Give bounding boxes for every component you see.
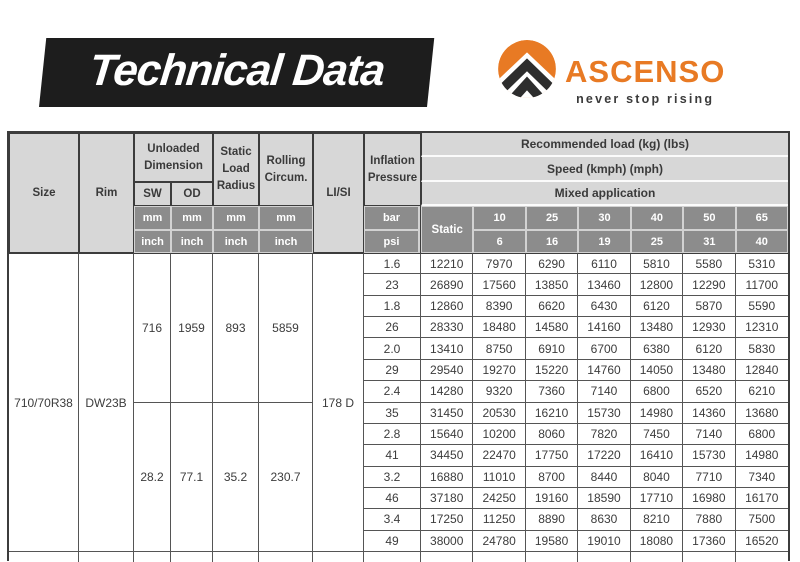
load-cell: 14050 — [631, 360, 683, 381]
load-cell: 16170 — [736, 488, 788, 509]
load-cell: 12210 — [421, 253, 473, 274]
load-cell: 34450 — [421, 445, 473, 466]
load-cell: 6520 — [683, 381, 735, 402]
load-cell: 6800 — [736, 424, 788, 445]
load-cell: 13680 — [736, 403, 788, 424]
load-cell: 12290 — [683, 274, 735, 295]
unit-mm-sw: mm — [134, 206, 171, 230]
load-cell: 8630 — [578, 509, 630, 530]
col-header-inflation-pressure: Inflation Pressure — [364, 133, 421, 206]
load-cell: 37180 — [421, 488, 473, 509]
col-header-sw: SW — [134, 182, 171, 206]
load-cell: 14580 — [526, 317, 578, 338]
pressure-cell-psi: 23 — [364, 274, 421, 295]
speed-kmph-25: 25 — [526, 206, 578, 230]
load-cell: 8700 — [526, 467, 578, 488]
pressure-cell-bar: 2.8 — [364, 424, 421, 445]
unit-inch-rc: inch — [259, 230, 313, 253]
load-cell: 14160 — [578, 317, 630, 338]
pressure-cell-psi: 46 — [364, 488, 421, 509]
spec-slr-mm-value: 893 — [213, 253, 259, 403]
spec-sw-inch-value: 28.2 — [134, 403, 171, 553]
cut-row-cell — [526, 552, 578, 562]
speed-header-static: Static — [421, 206, 473, 253]
cut-row-cell — [736, 552, 788, 562]
speed-mph-31: 31 — [683, 230, 735, 253]
load-cell: 6210 — [736, 381, 788, 402]
speed-kmph-30: 30 — [578, 206, 630, 230]
unit-mm-od: mm — [171, 206, 213, 230]
spec-rc-inch-value: 230.7 — [259, 403, 313, 553]
load-cell: 6910 — [526, 338, 578, 359]
load-cell: 12800 — [631, 274, 683, 295]
load-cell: 19160 — [526, 488, 578, 509]
load-cell: 10200 — [473, 424, 525, 445]
speed-kmph-10: 10 — [473, 206, 525, 230]
load-cell: 6120 — [631, 296, 683, 317]
load-cell: 17220 — [578, 445, 630, 466]
load-cell: 19270 — [473, 360, 525, 381]
spec-rim-value: DW23B — [79, 253, 134, 552]
load-cell: 12310 — [736, 317, 788, 338]
unit-psi: psi — [364, 230, 421, 253]
load-cell: 15730 — [578, 403, 630, 424]
speed-mph-6: 6 — [473, 230, 525, 253]
speed-kmph-65: 65 — [736, 206, 788, 230]
col-header-size: Size — [9, 133, 79, 253]
load-cell: 5580 — [683, 253, 735, 274]
speed-kmph-40: 40 — [631, 206, 683, 230]
load-cell: 8890 — [526, 509, 578, 530]
unit-inch-sw: inch — [134, 230, 171, 253]
load-cell: 5310 — [736, 253, 788, 274]
load-cell: 6290 — [526, 253, 578, 274]
load-cell: 7710 — [683, 467, 735, 488]
brand-tagline: never stop rising — [576, 92, 715, 106]
speed-kmph-50: 50 — [683, 206, 735, 230]
spec-od-inch-value: 77.1 — [171, 403, 213, 553]
speed-mph-19: 19 — [578, 230, 630, 253]
load-cell: 18080 — [631, 531, 683, 552]
load-cell: 15730 — [683, 445, 735, 466]
pressure-cell-psi: 35 — [364, 403, 421, 424]
load-cell: 24250 — [473, 488, 525, 509]
load-cell: 14760 — [578, 360, 630, 381]
load-cell: 13410 — [421, 338, 473, 359]
speed-mph-16: 16 — [526, 230, 578, 253]
load-cell: 17360 — [683, 531, 735, 552]
brand-logo — [496, 39, 725, 106]
pressure-cell-bar: 1.8 — [364, 296, 421, 317]
load-cell: 19010 — [578, 531, 630, 552]
col-header-unloaded-dimension: Unloaded Dimension — [134, 133, 213, 182]
cut-row-cell — [473, 552, 525, 562]
load-cell: 17560 — [473, 274, 525, 295]
load-cell: 11700 — [736, 274, 788, 295]
spec-sw-mm-value: 716 — [134, 253, 171, 403]
unit-inch-od: inch — [171, 230, 213, 253]
col-header-rolling-circum: Rolling Circum. — [259, 133, 313, 206]
load-cell: 6800 — [631, 381, 683, 402]
technical-data-table — [7, 131, 790, 561]
cut-row-cell — [683, 552, 735, 562]
spec-li-si-value: 178 D — [313, 253, 364, 552]
cut-row-cell — [578, 552, 630, 562]
load-cell: 6620 — [526, 296, 578, 317]
load-cell: 13480 — [683, 360, 735, 381]
load-cell: 14360 — [683, 403, 735, 424]
load-cell: 18590 — [578, 488, 630, 509]
col-header-li-si: LI/SI — [313, 133, 364, 253]
load-cell: 17250 — [421, 509, 473, 530]
load-cell: 28330 — [421, 317, 473, 338]
pressure-cell-psi: 49 — [364, 531, 421, 552]
load-cell: 24780 — [473, 531, 525, 552]
pressure-cell-psi: 41 — [364, 445, 421, 466]
spec-slr-inch-value: 35.2 — [213, 403, 259, 553]
col-header-rim: Rim — [79, 133, 134, 253]
load-cell: 13480 — [631, 317, 683, 338]
load-cell: 7360 — [526, 381, 578, 402]
load-cell: 16520 — [736, 531, 788, 552]
speed-mph-25: 25 — [631, 230, 683, 253]
banner-recommended-load: Recommended load (kg) (lbs) — [421, 133, 788, 157]
cut-row-cell — [171, 552, 213, 562]
load-cell: 26890 — [421, 274, 473, 295]
load-cell: 6110 — [578, 253, 630, 274]
cut-row-cell — [259, 552, 313, 562]
load-cell: 14980 — [631, 403, 683, 424]
col-header-static-load-radius: Static Load Radius — [213, 133, 259, 206]
banner-mixed-application: Mixed application — [421, 182, 788, 206]
unit-inch-slr: inch — [213, 230, 259, 253]
load-cell: 6430 — [578, 296, 630, 317]
load-cell: 17750 — [526, 445, 578, 466]
pressure-cell-bar: 1.6 — [364, 253, 421, 274]
load-cell: 8210 — [631, 509, 683, 530]
load-cell: 8440 — [578, 467, 630, 488]
load-cell: 31450 — [421, 403, 473, 424]
load-cell: 15220 — [526, 360, 578, 381]
load-cell: 8060 — [526, 424, 578, 445]
pressure-cell-psi: 26 — [364, 317, 421, 338]
pressure-cell-bar: 3.2 — [364, 467, 421, 488]
speed-mph-40: 40 — [736, 230, 788, 253]
load-cell: 5810 — [631, 253, 683, 274]
load-cell: 12860 — [421, 296, 473, 317]
load-cell: 7340 — [736, 467, 788, 488]
load-cell: 6120 — [683, 338, 735, 359]
load-cell: 38000 — [421, 531, 473, 552]
load-cell: 29540 — [421, 360, 473, 381]
pressure-cell-bar: 2.0 — [364, 338, 421, 359]
load-cell: 7140 — [683, 424, 735, 445]
load-cell: 7140 — [578, 381, 630, 402]
load-cell: 12930 — [683, 317, 735, 338]
load-cell: 8750 — [473, 338, 525, 359]
load-cell: 12840 — [736, 360, 788, 381]
load-cell: 14980 — [736, 445, 788, 466]
spec-size-value: 710/70R38 — [9, 253, 79, 552]
column-divider — [420, 206, 422, 253]
cut-row-cell — [79, 552, 134, 562]
cut-row-cell — [9, 552, 79, 562]
banner-speed: Speed (kmph) (mph) — [421, 157, 788, 182]
load-cell: 7820 — [578, 424, 630, 445]
load-cell: 19580 — [526, 531, 578, 552]
load-cell: 13850 — [526, 274, 578, 295]
pressure-cell-bar: 2.4 — [364, 381, 421, 402]
load-cell: 22470 — [473, 445, 525, 466]
load-cell: 5590 — [736, 296, 788, 317]
page-title-banner — [39, 38, 434, 107]
load-cell: 15640 — [421, 424, 473, 445]
page-title: Technical Data — [86, 46, 387, 95]
load-cell: 11250 — [473, 509, 525, 530]
load-cell: 16980 — [683, 488, 735, 509]
spec-od-mm-value: 1959 — [171, 253, 213, 403]
load-cell: 11010 — [473, 467, 525, 488]
brand-name: ASCENSO — [565, 54, 726, 89]
load-cell: 7500 — [736, 509, 788, 530]
load-cell: 16880 — [421, 467, 473, 488]
load-cell: 17710 — [631, 488, 683, 509]
load-cell: 8040 — [631, 467, 683, 488]
load-cell: 6380 — [631, 338, 683, 359]
load-cell: 5870 — [683, 296, 735, 317]
load-cell: 7970 — [473, 253, 525, 274]
unit-mm-slr: mm — [213, 206, 259, 230]
col-header-od: OD — [171, 182, 213, 206]
load-cell: 5830 — [736, 338, 788, 359]
unit-bar: bar — [364, 206, 421, 230]
pressure-cell-bar: 3.4 — [364, 509, 421, 530]
pressure-cell-psi: 29 — [364, 360, 421, 381]
cut-row-cell — [421, 552, 473, 562]
load-cell: 6700 — [578, 338, 630, 359]
cut-row-cell — [631, 552, 683, 562]
unit-mm-rc: mm — [259, 206, 313, 230]
load-cell: 16410 — [631, 445, 683, 466]
load-cell: 20530 — [473, 403, 525, 424]
cut-row-cell — [134, 552, 171, 562]
load-cell: 13460 — [578, 274, 630, 295]
load-cell: 9320 — [473, 381, 525, 402]
brand-text-block — [565, 39, 725, 106]
load-cell: 16210 — [526, 403, 578, 424]
ascenso-mountain-icon — [496, 39, 558, 101]
cut-row-cell — [313, 552, 364, 562]
cut-row-cell — [364, 552, 421, 562]
load-cell: 8390 — [473, 296, 525, 317]
load-cell: 18480 — [473, 317, 525, 338]
load-cell: 7450 — [631, 424, 683, 445]
spec-rc-mm-value: 5859 — [259, 253, 313, 403]
load-cell: 7880 — [683, 509, 735, 530]
load-cell: 14280 — [421, 381, 473, 402]
cut-row-cell — [213, 552, 259, 562]
